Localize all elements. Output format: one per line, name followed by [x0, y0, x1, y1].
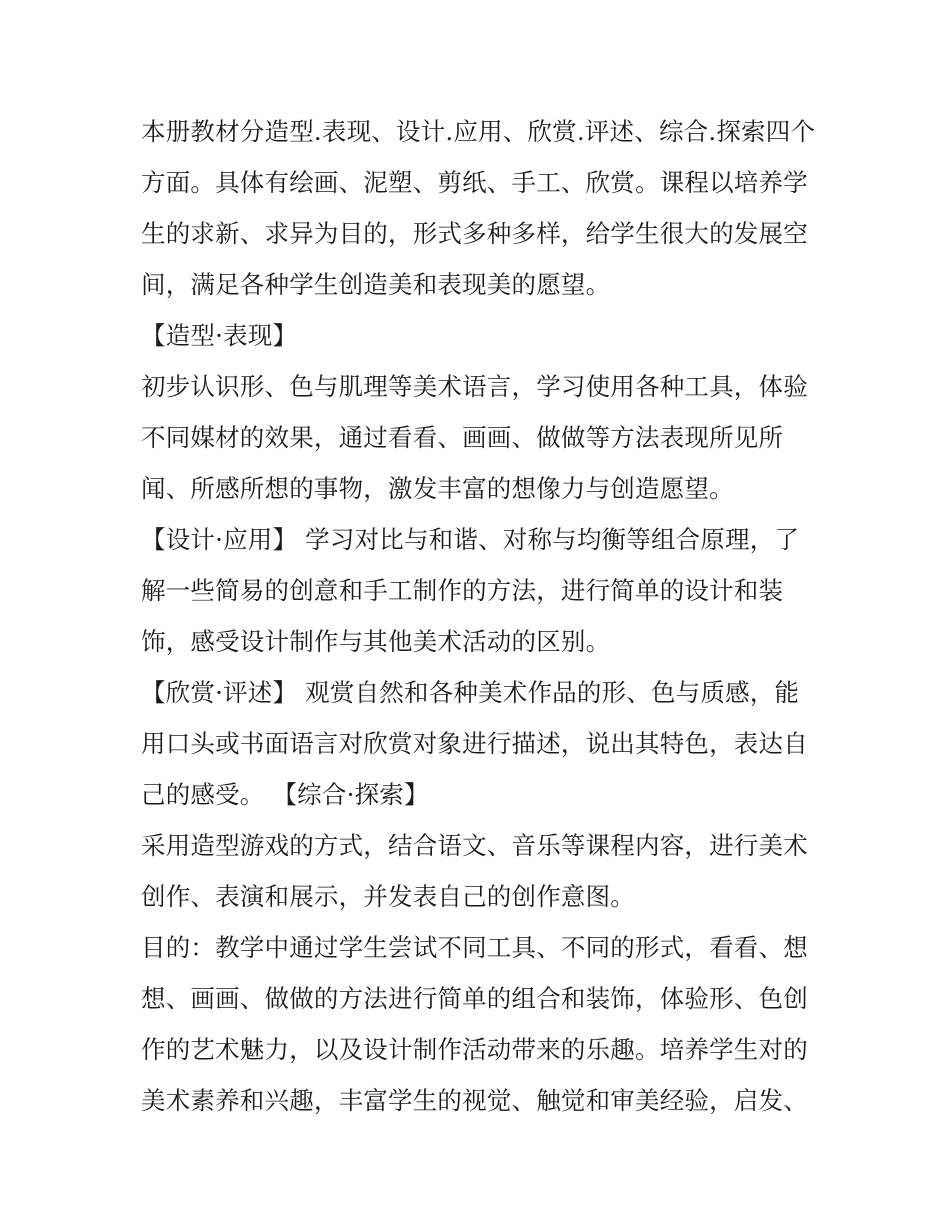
text-line: 解一些简易的创意和手工制作的方法，进行简单的设计和装 — [141, 576, 784, 605]
document-body — [141, 106, 821, 1126]
text-line: 闻、所感所想的事物，激发丰富的想像力与创造愿望。 — [141, 474, 734, 503]
text-line: 用口头或书面语言对欣赏对象进行描述，说出其特色，表达自 — [141, 729, 808, 758]
text-line: 饰，感受设计制作与其他美术活动的区别。 — [141, 627, 611, 656]
text-line: 目的：教学中通过学生尝试不同工具、不同的形式，看看、想 — [141, 933, 808, 962]
text-line: 创作、表演和展示，并发表自己的创作意图。 — [141, 882, 635, 911]
text-line: 方面。具体有绘画、泥塑、剪纸、手工、欣赏。课程以培养学 — [141, 168, 808, 197]
text-line: 己的感受。 【综合·探索】 — [141, 780, 429, 809]
text-line: 【欣赏·评述】 观赏自然和各种美术作品的形、色与质感，能 — [141, 678, 800, 707]
text-line: 想、画画、做做的方法进行简单的组合和装饰，体验形、色创 — [141, 984, 808, 1013]
text-line: 初步认识形、色与肌理等美术语言，学习使用各种工具，体验 — [141, 372, 808, 401]
text-line: 采用造型游戏的方式，结合语文、音乐等课程内容，进行美术 — [141, 831, 808, 860]
text-line: 【设计·应用】 学习对比与和谐、对称与均衡等组合原理，了 — [141, 525, 800, 554]
text-line: 美术素养和兴趣，丰富学生的视觉、触觉和审美经验，启发、 — [141, 1086, 808, 1115]
text-line: 不同媒材的效果，通过看看、画画、做做等方法表现所见所 — [141, 423, 784, 452]
text-line: 生的求新、求异为目的，形式多种多样，给学生很大的发展空 — [141, 219, 808, 248]
text-line: 本册教材分造型.表现、设计.应用、欣赏.评述、综合.探索四个 — [141, 117, 816, 146]
text-line: 作的艺术魅力，以及设计制作活动带来的乐趣。培养学生对的 — [141, 1035, 808, 1064]
text-line: 间，满足各种学生创造美和表现美的愿望。 — [141, 270, 611, 299]
section-heading-zaoxing-biaoxian: 【造型·表现】 — [141, 321, 298, 350]
